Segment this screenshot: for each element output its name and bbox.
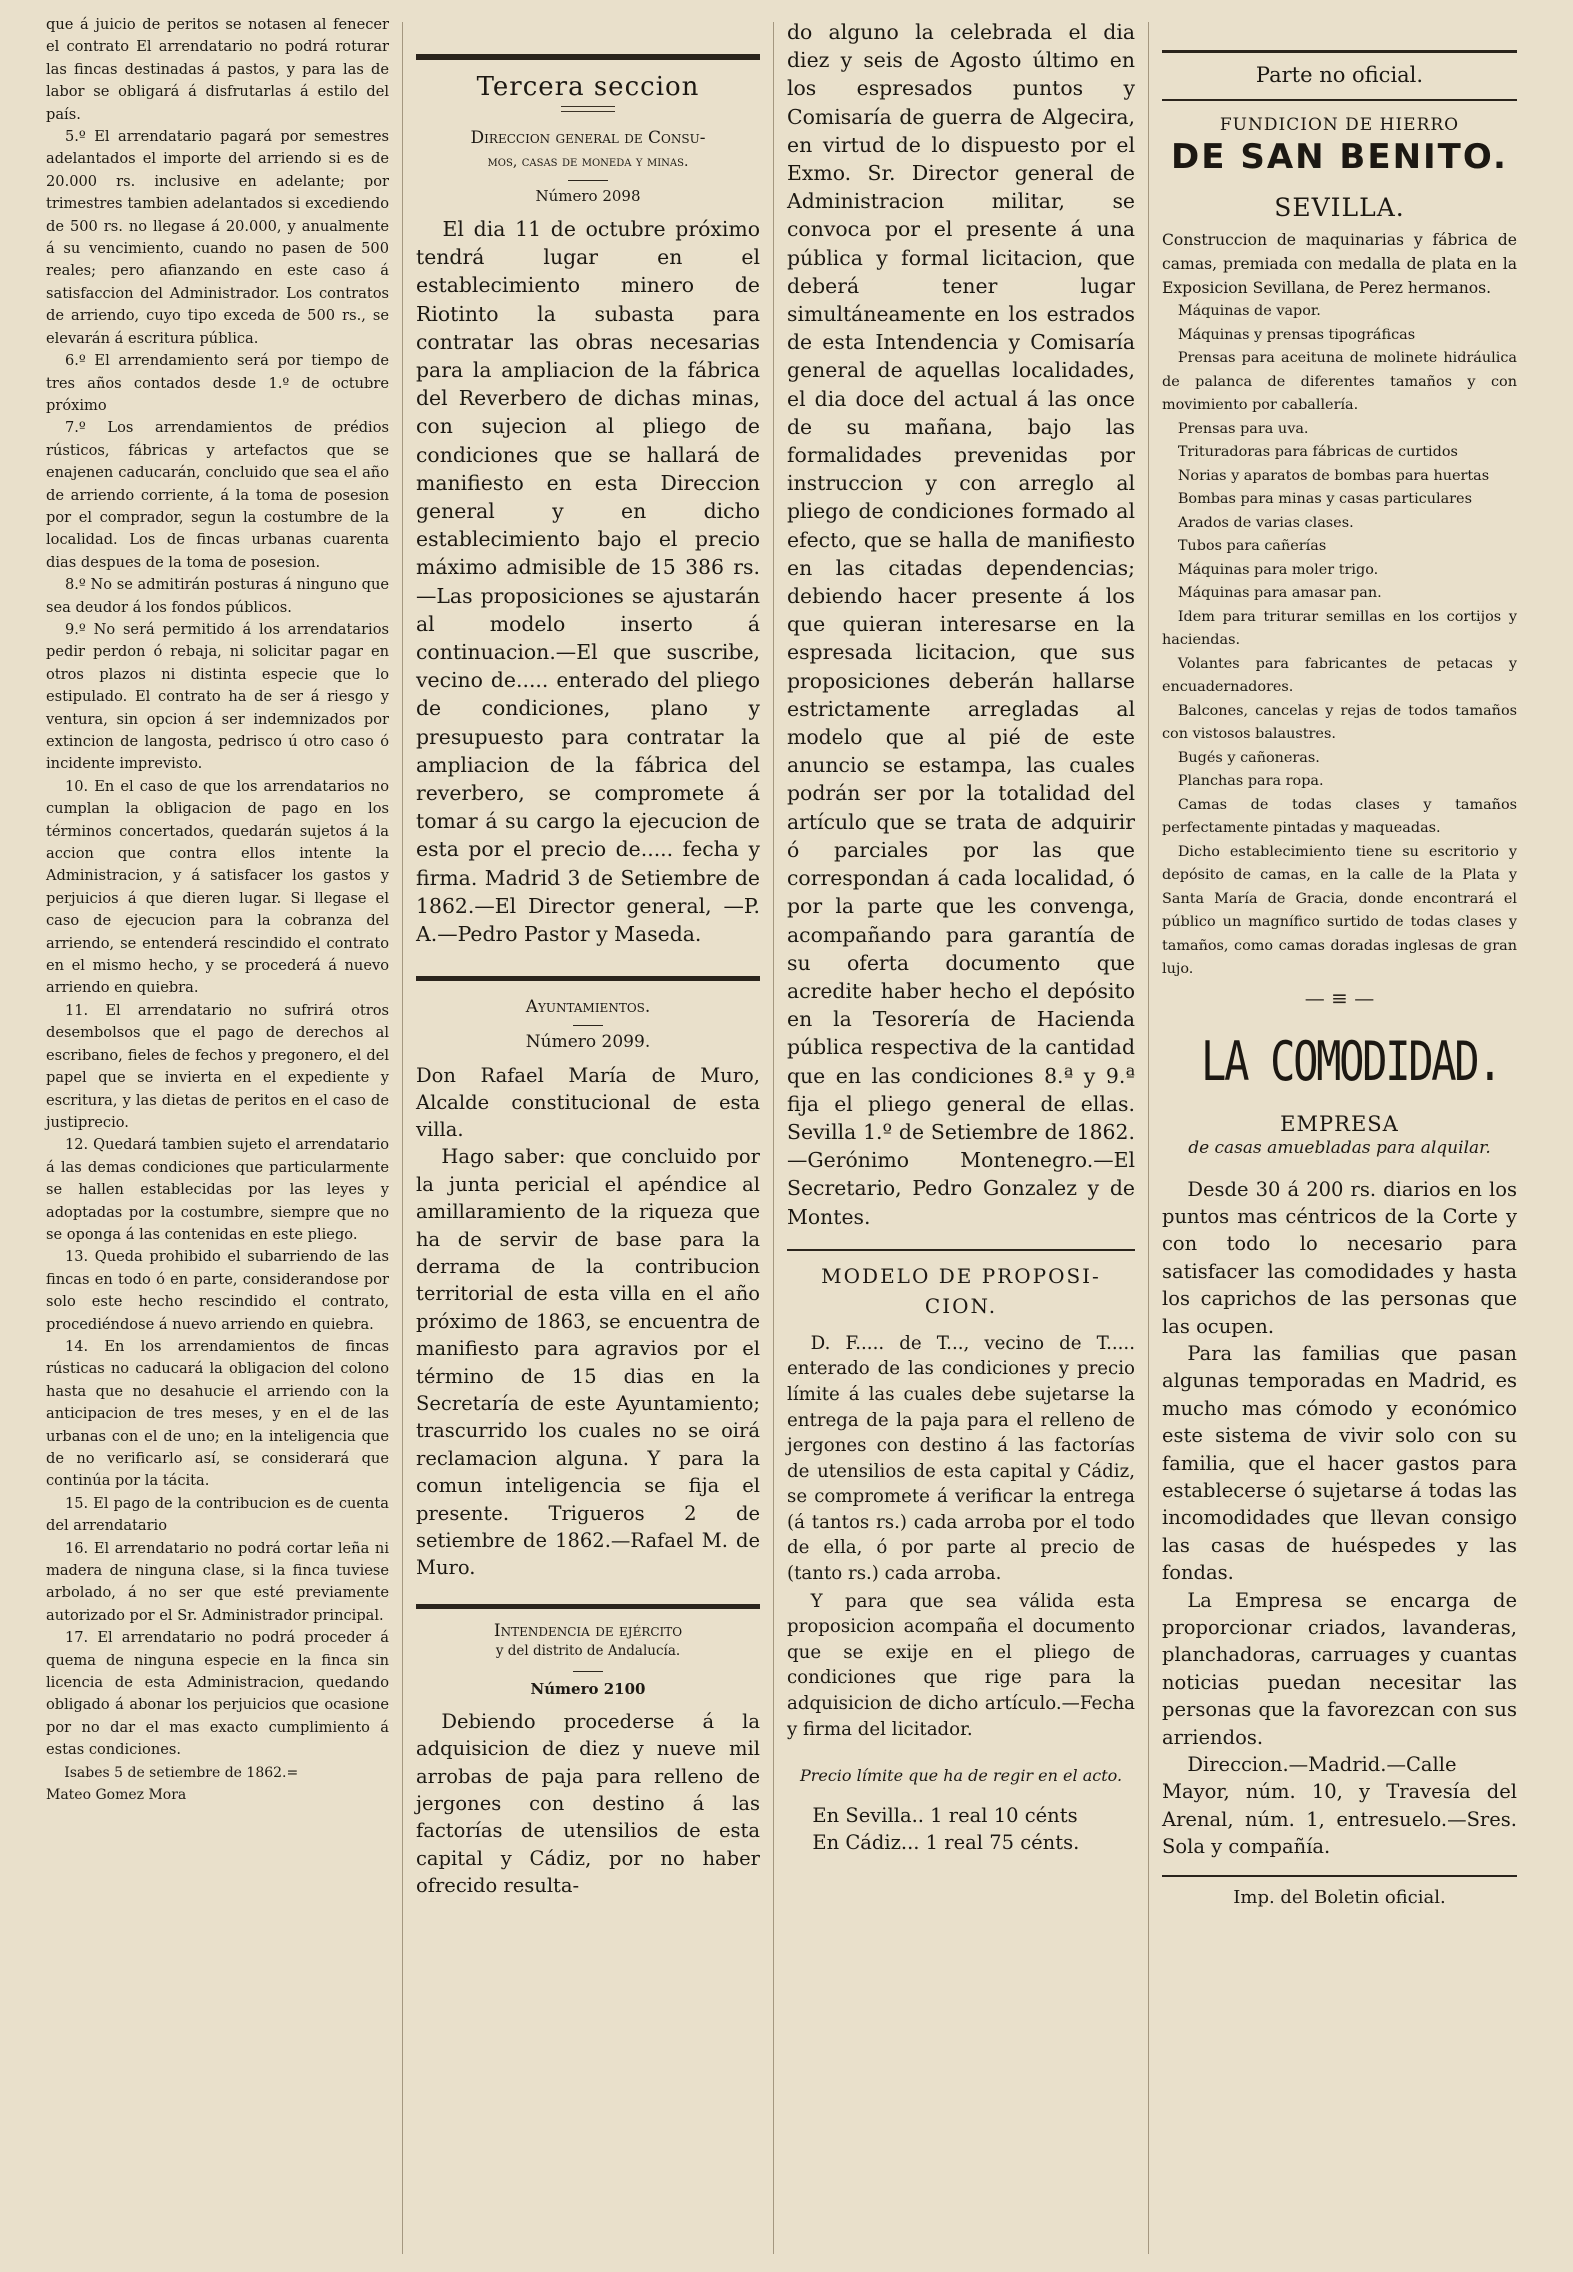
ad-product-item: Arados de varias clases.	[1177, 514, 1354, 531]
price-line: En Sevilla.. 1 real 10 cénts	[812, 1804, 1078, 1828]
rule	[1162, 99, 1517, 101]
ad-product-item: Bombas para minas y casas particulares	[1177, 491, 1472, 507]
notice-2098-heading	[416, 126, 760, 174]
model-title-line2: CION.	[924, 1293, 998, 1318]
column-1	[28, 14, 402, 2262]
model-rule	[787, 1249, 1135, 1251]
top-rule	[1162, 50, 1517, 53]
ad-sevilla: SEVILLA.	[1274, 193, 1405, 222]
short-rule	[573, 1671, 603, 1672]
notice-rule	[416, 976, 760, 981]
condition-paragraph: 16. El arrendatario no podrá cortar leña ni madera de ninguna clase, si la finca tuviese arbolado, á no ser que esté previamente autorizado por el Sr. Administrador principal.	[46, 1539, 389, 1624]
ad-product-item: Dicho establecimiento tiene su escritorio y depósito de camas, en la calle de la Plata y Santa María de Gracia, donde encontrará el público un magnífico surtido de todas clases y tamaños, como camas doradas inglesas de gran lujo.	[1162, 843, 1517, 977]
condition-paragraph: 17. El arrendatario no podrá proceder á quema de ninguna especie en la finca sin licencia de esta Administracion, quedando obligado á abonar los perjuicios que ocasione por no dar el mas exacto cumplimiento á estas condiciones.	[46, 1629, 389, 1759]
ad-comodidad: LA COMODIDAD.	[1201, 1029, 1501, 1093]
ad-product-item: Norias y aparatos de bombas para huertas	[1177, 467, 1490, 484]
ad-intro: Construccion de maquinarias y fábrica de camas, premiada con medalla de plata en la Exposicion Sevillana, de Perez hermanos.	[1162, 231, 1517, 297]
ad-fundicion: FUNDICION DE HIERRO	[1219, 115, 1460, 135]
ad-san-benito: DE SAN BENITO.	[1171, 137, 1508, 177]
model-body-2: Y para que sea válida esta proposicion acompaña el documento que se exije en el pliego de condiciones que rige para la adquisicion de dicho artículo.—Fecha y firma del licitador.	[787, 1590, 1135, 1740]
licitacion-text: do alguno la celebrada el dia diez y seis de Agosto último en los espresados puntos y Comisaría de guerra de Algecira, en virtud de lo dispuesto por el Exmo. Sr. Director general de Administracion militar, se convoca por el presente á una pública y formal licitacion, que deberá tener lugar simultáneamente en los estrados de esta Intendencia y Comisaría general de aquellas localidades, el dia doce del actual á las once de su mañana, bajo las formalidades prevenidas por instruccion y con arreglo al pliego de condiciones formado al efecto, que se halla de manifiesto en las citadas dependencias; debiendo hacer presente á los que quieran interesarse en la espresada licitacion, que sus proposiciones deberán hallarse estrictamente arregladas al modelo que al pié de este anuncio se estampa, las cuales podrán ser por la totalidad del artículo que se trata de adquirir ó parciales por las que correspondan á cada localidad, ó por la parte que les convenga, acompañando para garantía de su oferta documento que acredite haber hecho el depósito en la Tesorería de Hacienda pública respectiva de la cantidad que en las condiciones 8.ª y 9.ª fija el pliego general de ellas. Sevilla 1.º de Setiembre de 1862.—Gerónimo Montenegro.—El Secretario, Pedro Gonzalez y de Montes.	[787, 20, 1135, 1229]
condition-paragraph: 10. En el caso de que los arrendatarios no cumplan la obligacion de pago en los términos concertados, quedarán sujetos á la accion que contra ellos intente la Administracion, y á satisfacer los gastos y perjuicios á que dieren lugar. Si llegase el caso de ejecucion para la cobranza del arriendo, se entenderá rescindido el contrato en el mismo hecho, y se procederá á nuevo arriendo en quiebra.	[46, 777, 389, 997]
section-title: Tercera seccion	[476, 72, 700, 102]
model-title-line1: MODELO DE PROPOSI-	[821, 1263, 1101, 1288]
condition-paragraph: 5.º El arrendatario pagará por semestres adelantados el importe del arriendo si es de 20.000 rs. inclusive en adelante; por trimestres tambien adelantados si excediendo de 500 rs. no llegase á 20.000, y anualmente á su vencimiento, cuando no pasen de 500 reales; pero afianzando en este caso á satisfaccion del Administrador. Los contratos de arriendo, cuyo tipo exceda de 500 rs., se elevarán á escritura pública.	[46, 128, 389, 347]
ad-product-item: Volantes para fabricantes de petacas y encuadernadores.	[1162, 655, 1517, 695]
notice-rule	[416, 1604, 760, 1609]
condition-paragraph: 8.º No se admitirán posturas á ninguno que sea deudor á los fondos públicos.	[46, 576, 389, 616]
price-list	[787, 1802, 1135, 1856]
ad-product-item: Tubos para cañerías	[1177, 538, 1327, 554]
condition-paragraph: 15. El pago de la contribucion es de cuenta del arrendatario	[46, 1494, 389, 1535]
short-rule	[568, 180, 608, 181]
price-line: En Cádiz... 1 real 75 cénts.	[812, 1831, 1080, 1855]
ad-comodidad-text	[1162, 1176, 1517, 1861]
model-title	[787, 1261, 1135, 1321]
condition-paragraph: que á juicio de peritos se notasen al fenecer el contrato El arrendatario no podrá roturar las fincas destinadas á pastos, y para las de labor se obligará á disfrutarlas á estilo del país.	[46, 16, 389, 123]
ad-product-item: Trituradoras para fábricas de curtidos	[1177, 444, 1458, 460]
ad-comodidad-paragraph: Desde 30 á 200 rs. diarios en los puntos mas céntricos de la Corte y con todo lo necesario para satisfacer las comodidades y hasta los caprichos de las personas que las ocupen.	[1162, 1177, 1517, 1338]
page-columns	[28, 14, 1547, 2262]
bottom-rule	[1162, 1875, 1517, 1877]
notice-2098-body: El dia 11 de octubre próximo tendrá lugar en el establecimiento minero de Riotinto la subasta para contratar las obras necesarias para la ampliacion de la fábrica del Reverbero de dichas minas, con sujecion al pliego de condiciones que se hallará de manifiesto en esta Direccion general y en dicho establecimiento bajo el precio máximo admisible de 15 386 rs. —Las proposiciones se ajustarán al modelo inserto á continuacion.—El que suscribe, vecino de..... enterado del pliego de condiciones, plano y presupuesto para contratar la ampliacion de la fábrica del reverbero, se compromete á tomar á su cargo la ejecucion de esta por el precio de..... fecha y firma. Madrid 3 de Setiembre de 1862.—El Director general, —P. A.—Pedro Pastor y Maseda.	[416, 217, 760, 947]
ad-comodidad-paragraph: La Empresa se encarga de proporcionar criados, lavanderas, planchadoras, carruages y cuantas noticias puedan necesitar las personas que la favorezcan con sus arriendos.	[1162, 1588, 1517, 1749]
ad-comodidad-paragraph: Para las familias que pasan algunas temporadas en Madrid, es mucho mas cómodo y económico este sistema de vivir solo con su familia, que el hacer gastos para establecerse ó sujetarse á todas las incomodidades que llevan consigo las casas de huéspedes y las fondas.	[1162, 1341, 1517, 1585]
notice-2099-heading: Ayuntamientos.	[525, 997, 651, 1018]
conditions-list	[46, 14, 389, 1762]
short-rule	[573, 1025, 603, 1026]
condition-paragraph: 11. El arrendatario no sufrirá otros desembolsos que el pago de derechos al escribano, fieles de fechos y pregonero, el del papel que se invierta en el expediente y escritura, y las dietas de peritos en el caso de justiprecio.	[46, 1001, 389, 1131]
condition-paragraph: 9.º No será permitido á los arrendatarios pedir perdon ó rebaja, ni solicitar pagar en otros plazos ni distinta especie que lo estipulado. El contrato ha de ser á riesgo y ventura, sin opcion á ser indemnizados por extincion de langosta, pedrisco ú otro caso ó incidente imprevisto.	[46, 620, 389, 773]
ad-product-item: Máquinas para moler trigo.	[1177, 561, 1379, 578]
top-rule	[416, 54, 760, 60]
column-3	[774, 14, 1148, 2262]
ad-product-item: Máquinas y prensas tipográficas	[1177, 326, 1416, 343]
condition-paragraph: 6.º El arrendamiento será por tiempo de tres años contados desde 1.º de octubre próximo	[46, 352, 389, 414]
notice-2099-body: Hago saber: que concluido por la junta pericial el apéndice al amillaramiento de la riqueza que ha de servir de base para la derrama de la contribucion territorial de esta villa en el año próximo de 1863, se encuentra de manifiesto para agravios por el término de 15 dias en la Secretaría de este Ayuntamiento; trascurrido los cuales no se oirá reclamacion alguna. Y para la comun inteligencia se fija el presente. Trigueros 2 de setiembre de 1862.—Rafael M. de Muro.	[416, 1145, 760, 1580]
condition-paragraph: 12. Quedará tambien sujeto el arrendatario á las demas condiciones que particularmente se hallen establecidas por las leyes y adoptadas por la costumbre, siempre que no se oponga á las contenidas en este pliego.	[46, 1136, 389, 1243]
signature-date: Isabes 5 de setiembre de 1862.=	[64, 1764, 299, 1781]
notice-2099-number: Número 2099.	[525, 1032, 651, 1053]
ad-comodidad-paragraph: Direccion.—Madrid.—Calle Mayor, núm. 10, y Travesía del Arenal, núm. 1, entresuelo.—Sres. Sola y compañía.	[1162, 1753, 1517, 1859]
ad-product-item: Prensas para uva.	[1177, 420, 1309, 437]
ornament-rule: — ≡ —	[1304, 985, 1375, 1010]
ad-product-item: Balcones, cancelas y rejas de todos tamaños con vistosos balaustres.	[1162, 702, 1517, 742]
ad-product-item: Máquinas para amasar pan.	[1177, 585, 1382, 601]
notice-2098-number: Número 2098	[535, 187, 641, 205]
notice-2098-heading-line1: Direccion general de Consu-	[470, 128, 706, 148]
ad-empresa-subtitle: de casas amuebladas para alquilar.	[1188, 1137, 1491, 1158]
model-body: D. F..... de T..., vecino de T..... enterado de las condiciones y precio límite á las cuales debe sujetarse la entrega de la paja para el relleno de jergones con destino á las factorías de utensilios de esta capital y Cádiz, se compromete á verificar la entrega (á tantos rs.) cada arroba por el todo de ella, ó por parte al precio de (tanto rs.) cada arroba.	[787, 1332, 1135, 1585]
notice-2100-number: Número 2100	[530, 1679, 646, 1698]
notice-2099-title: Don Rafael María de Muro, Alcalde constitucional de esta villa.	[416, 1064, 760, 1142]
ad-product-item: Prensas para aceituna de molinete hidráulica de palanca de diferentes tamaños y con movimiento por caballería.	[1162, 350, 1517, 413]
notice-2098-heading-line2: mos, casas de moneda y minas.	[487, 154, 689, 170]
ad-product-item: Máquinas de vapor.	[1177, 303, 1321, 319]
notice-2100-subheading: y del distrito de Andalucía.	[495, 1642, 681, 1659]
ad-product-item: Idem para triturar semillas en los cortijos y haciendas.	[1162, 608, 1517, 648]
price-limit-title: Precio límite que ha de regir en el acto.	[799, 1766, 1123, 1786]
ad-product-list	[1162, 300, 1517, 982]
notice-2100-heading: Intendencia de ejército	[493, 1620, 683, 1641]
ad-empresa: EMPRESA	[1280, 1111, 1399, 1136]
column-4	[1149, 14, 1530, 2262]
column-2	[403, 14, 773, 2262]
ornament-rule	[561, 106, 615, 112]
signature-name: Mateo Gomez Mora	[46, 1786, 187, 1803]
ad-product-item: Camas de todas clases y tamaños perfectamente pintadas y maqueadas.	[1162, 796, 1517, 836]
condition-paragraph: 13. Queda prohibido el subarriendo de las fincas en todo ó en parte, considerandose por solo este hecho rescindido el contrato, procediéndose á nuevo arriendo en quiebra.	[46, 1248, 389, 1333]
ad-product-item: Planchas para ropa.	[1177, 773, 1324, 789]
condition-paragraph: 14. En los arrendamientos de fincas rústicas no caducará la obligacion del colono hasta que no desahucie el arriendo con la anticipacion de tres meses, y en el de las urbanas con el de uno; en la inteligencia que de no verificarlo así, se considerará que continúa por la tácita.	[46, 1337, 389, 1490]
ad-product-item: Bugés y cañoneras.	[1177, 749, 1320, 766]
section-parte: Parte no oficial.	[1255, 63, 1424, 87]
printer-line: Imp. del Boletin oficial.	[1233, 1886, 1446, 1908]
notice-2100-body: Debiendo procederse á la adquisicion de diez y nueve mil arrobas de paja para relleno de jergones con destino á las factorías de utensilios de esta capital y Cádiz, por no haber ofrecido resulta-	[416, 1709, 760, 1898]
condition-paragraph: 7.º Los arrendamientos de prédios rústicos, fábricas y artefactos que se enajenen caducarán, concluido que sea el año de arriendo corriente, á la toma de posesion por el comprador, segun la costumbre de la localidad. Los de fincas urbanas cuarenta dias despues de la toma de posesion.	[46, 419, 389, 571]
